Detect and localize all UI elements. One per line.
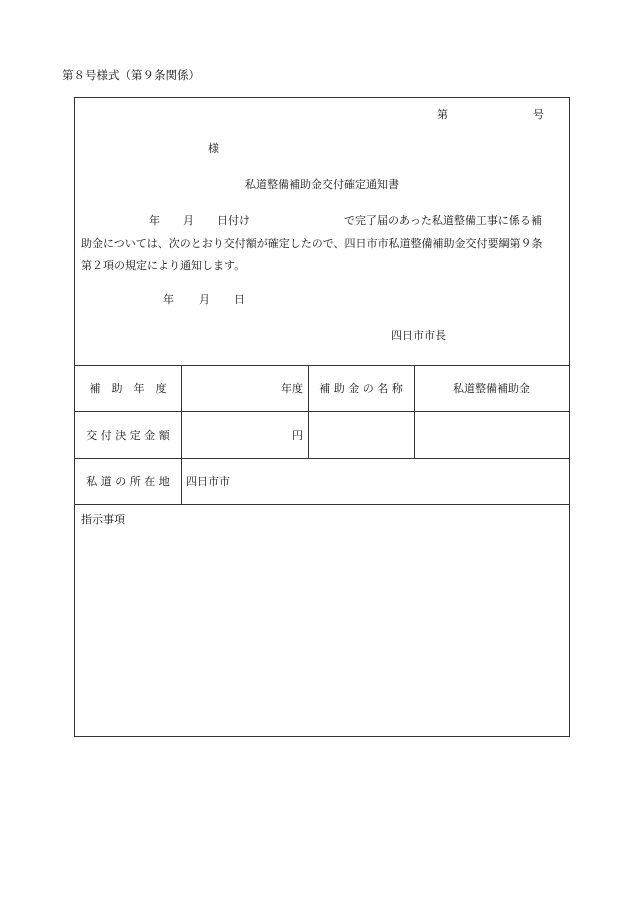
document-title: 私道整備補助金交付確定通知書 bbox=[245, 178, 399, 191]
addressee-suffix: 様 bbox=[208, 142, 219, 155]
sender: 四日市市長 bbox=[391, 329, 446, 342]
value-subsidy-name: 私道整備補助金 bbox=[453, 382, 530, 395]
body-line-1-rest: で完了届のあった私道整備工事に係る補 bbox=[344, 214, 542, 227]
value-subsidy-year-suffix: 年度 bbox=[281, 382, 303, 395]
body-line-2: 助金については、次のとおり交付額が確定したので、四日市市私道整備補助金交付要綱第９条 bbox=[81, 236, 543, 250]
body-line-3: 第２項の規定により通知します。 bbox=[81, 259, 246, 272]
doc-number-dai: 第 bbox=[437, 108, 448, 121]
label-subsidy-name: 補 助 金 の 名 称 bbox=[319, 382, 403, 395]
body-paragraph bbox=[81, 210, 567, 278]
body-date-tsuki: 月 bbox=[183, 214, 194, 227]
notice-frame bbox=[74, 97, 570, 737]
body-date-nen: 年 bbox=[149, 214, 160, 227]
table-rule-3 bbox=[75, 504, 569, 505]
label-grant-amount: 交 付 決 定 金 額 bbox=[86, 428, 170, 442]
doc-number-go: 号 bbox=[533, 108, 544, 121]
value-road-location: 四日市市 bbox=[186, 475, 230, 488]
label-subsidy-year: 補 助 年 度 bbox=[89, 382, 167, 395]
issue-date-nen: 年 bbox=[163, 293, 174, 306]
instructions-label: 指示事項 bbox=[81, 513, 125, 526]
issue-date-tsuki: 月 bbox=[199, 293, 210, 306]
body-line-1 bbox=[81, 210, 567, 233]
label-road-location: 私 道 の 所 在 地 bbox=[86, 475, 170, 488]
issue-date-hi: 日 bbox=[234, 293, 245, 306]
form-number: 第８号様式（第９条関係） bbox=[62, 68, 200, 82]
body-date-hizuke: 日付け bbox=[217, 214, 250, 227]
value-grant-amount-suffix: 円 bbox=[292, 428, 303, 442]
